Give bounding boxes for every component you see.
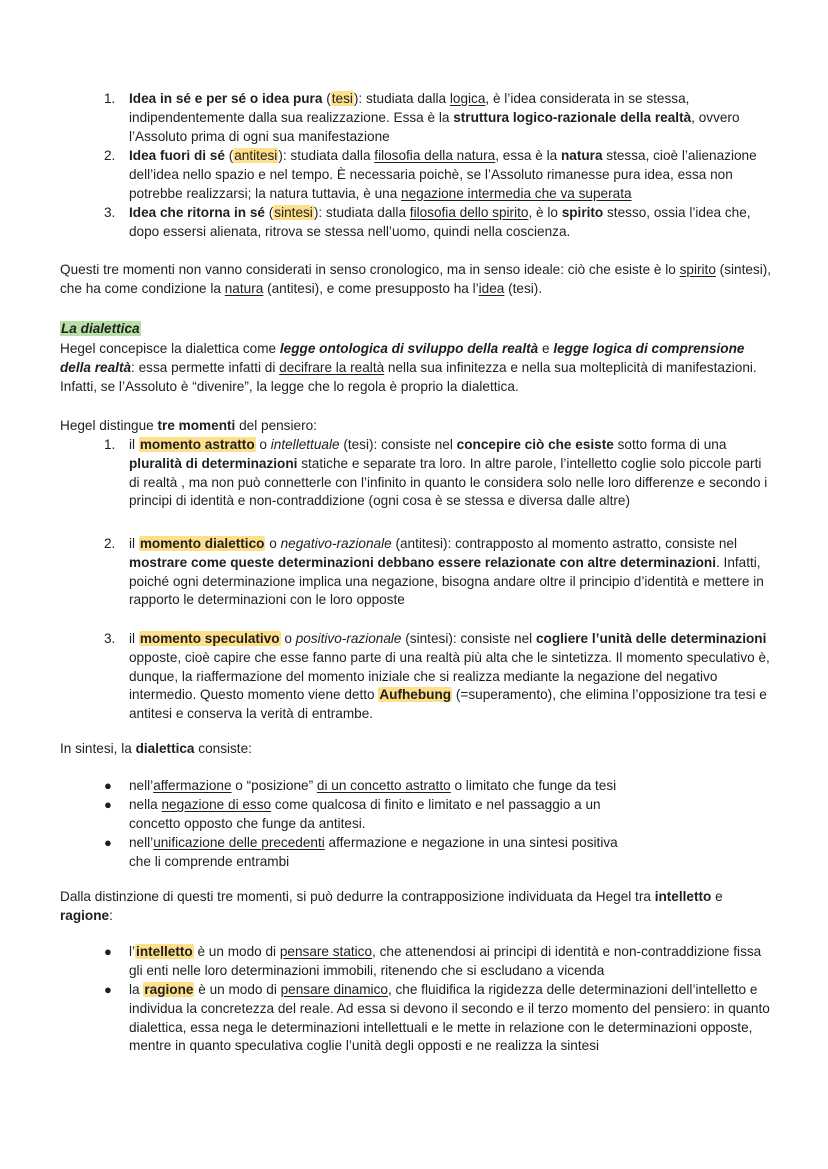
paragraph: Questi tre momenti non vanno considerati in senso cronologico, ma in senso ideale: ciò che esiste è lo spirito (sintesi), che ha come condizione la natura (antitesi), e come presupposto ha l’idea (tesi). [60,262,772,296]
underlined-term: idea [478,280,505,296]
paragraph: Hegel concepisce la dialettica come legge ontologica di sviluppo della realtà e legge logica di comprensione della realtà: essa permette infatti di decifrare la realtà nella sua infinitezza e nella sua molteplicità di manifestazioni. Infatti, se l’Assoluto è “divenire”, la legge che lo regola è proprio la dialettica. [60,341,757,394]
underlined-term: decifrare la realtà [279,359,385,375]
list-number: 3. [104,631,116,646]
bullet-text: l’intelletto è un modo di pensare statico, che attenendosi ai principi di identità e non-contraddizione fissa gli enti nelle loro determinazioni immobili, ritenendo che si escludano a vicenda [129,944,762,978]
underlined-term: negazione intermedia che va superata [401,185,632,201]
underlined-term: natura [224,280,264,296]
list-number: 3. [104,205,116,220]
bullet-text: nell’affermazione o “posizione” di un concetto astratto o limitato che funge da tesi [129,778,617,793]
bullet-icon: ● [104,982,112,997]
bullet-icon: ● [104,835,112,850]
highlight: intelletto [136,944,193,959]
highlight: antitesi [234,148,278,163]
bullet-text: nell’unificazione delle precedenti affermazione e negazione in una sintesi positiva che li comprende entrambi [129,835,618,869]
highlight: momento astratto [139,437,255,452]
bullet-text: la ragione è un modo di pensare dinamico, che fluidifica la rigidezza delle determinazioni dell’intelletto e individua la concretezza del reale. Ad essa si devono il secondo e il terzo momento del pensiero: in quanto dialettica, essa nega le determinazioni intellettuali e le mette in relazione con le determinazioni opposte, mentre in quanto speculativa coglie l’unità degli opposti e ne realizza la sintesi [129,982,770,1054]
underlined-term: pensare statico [279,944,373,959]
bullet-icon: ● [104,797,112,812]
list-item-text: Idea fuori di sé (antitesi): studiata dalla filosofia della natura, essa è la natura stessa, cioè l’alienazione dell’idea nello spazio e nel tempo. È necessaria poichè, se l’Assoluto rimanesse pura idea, essa non potrebbe realizzarsi; la natura tuttavia, è una negazione intermedia che va superata [129,148,757,201]
bullet-icon: ● [104,778,112,793]
highlight: ragione [144,982,194,997]
highlight: momento speculativo [139,631,280,646]
list-item-text: Idea che ritorna in sé (sintesi): studiata dalla filosofia dello spirito, è lo spirito stesso, ossia l’idea che, dopo essersi alienata, ritrova se stessa nell’uomo, quindi nella coscienza. [129,205,751,239]
underlined-term: filosofia della natura [374,148,496,163]
highlight: momento dialettico [139,536,265,551]
underlined-term: filosofia dello spirito [409,205,529,220]
highlight: sintesi [274,205,313,220]
section-heading [60,320,775,339]
underlined-term: di un concetto astratto [316,778,451,793]
paragraph: Hegel distingue tre momenti del pensiero: [60,418,317,433]
list-number: 2. [104,536,116,551]
underlined-term: pensare dinamico [280,982,388,997]
underlined-term: unificazione delle precedenti [153,835,325,850]
list-item-text: il momento dialettico o negativo-razionale (antitesi): contrapposto al momento astratto, consiste nel mostrare come queste determinazioni debbano essere relazionate con altre determinazioni. Infatti, poiché ogni determinazione implica una negazione, bisogna andare oltre il principio d’identità e mettere in rapporto le determinazioni con le loro opposte [129,536,764,608]
underlined-term: spirito [679,262,716,277]
highlight: Aufhebung [379,687,452,703]
list-number: 1. [104,437,116,452]
list-item-text: il momento speculativo o positivo-razionale (sintesi): consiste nel cogliere l’unità delle determinazioni opposte, cioè capire che esse fanno parte di una realtà più alta che le sintetizza. Il momento speculativo è, dunque, la riaffermazione del momento iniziale che si realizza mediante la negazione del negativo intermedio. Questo momento viene detto Aufhebung (=superamento), che elimina l’opposizione tra tesi e antitesi e conserva la verità di entrambe. [129,631,770,722]
paragraph: Dalla distinzione di questi tre momenti, si può dedurre la contrapposizione individuata da Hegel tra intelletto e ragione: [60,889,723,923]
underlined-term: affermazione [153,778,232,793]
bullet-text: nella negazione di esso come qualcosa di finito e limitato e nel passaggio a un concetto opposto che funge da antitesi. [129,797,601,831]
list-item-text: il momento astratto o intellettuale (tesi): consiste nel concepire ciò che esiste sotto forma di una pluralità di determinazioni statiche e separate tra loro. In altre parole, l’intelletto coglie solo piccole parti di realtà , ma non può connetterle con l’infinito in quanto le considera solo nelle loro differenze e secondo i principi di identità e non-contraddizione (ogni cosa è se stessa e diversa dalle altre) [129,437,768,509]
bullet-icon: ● [104,944,112,959]
underlined-term: negazione di esso [161,797,272,812]
list-number: 2. [104,148,116,163]
heading-highlight: La dialettica [61,321,140,336]
list-number: 1. [104,91,116,106]
list-item-text: Idea in sé e per sé o idea pura (tesi): studiata dalla logica, è l’idea considerata in se stessa, indipendentemente dalla sua realizzazione. Essa è la struttura logico-razionale della realtà, ovvero l’Assoluto prima di ogni sua manifestazione [129,91,740,144]
paragraph: In sintesi, la dialettica consiste: [60,741,252,756]
highlight: tesi [331,91,353,106]
underlined-term: logica [449,91,486,106]
